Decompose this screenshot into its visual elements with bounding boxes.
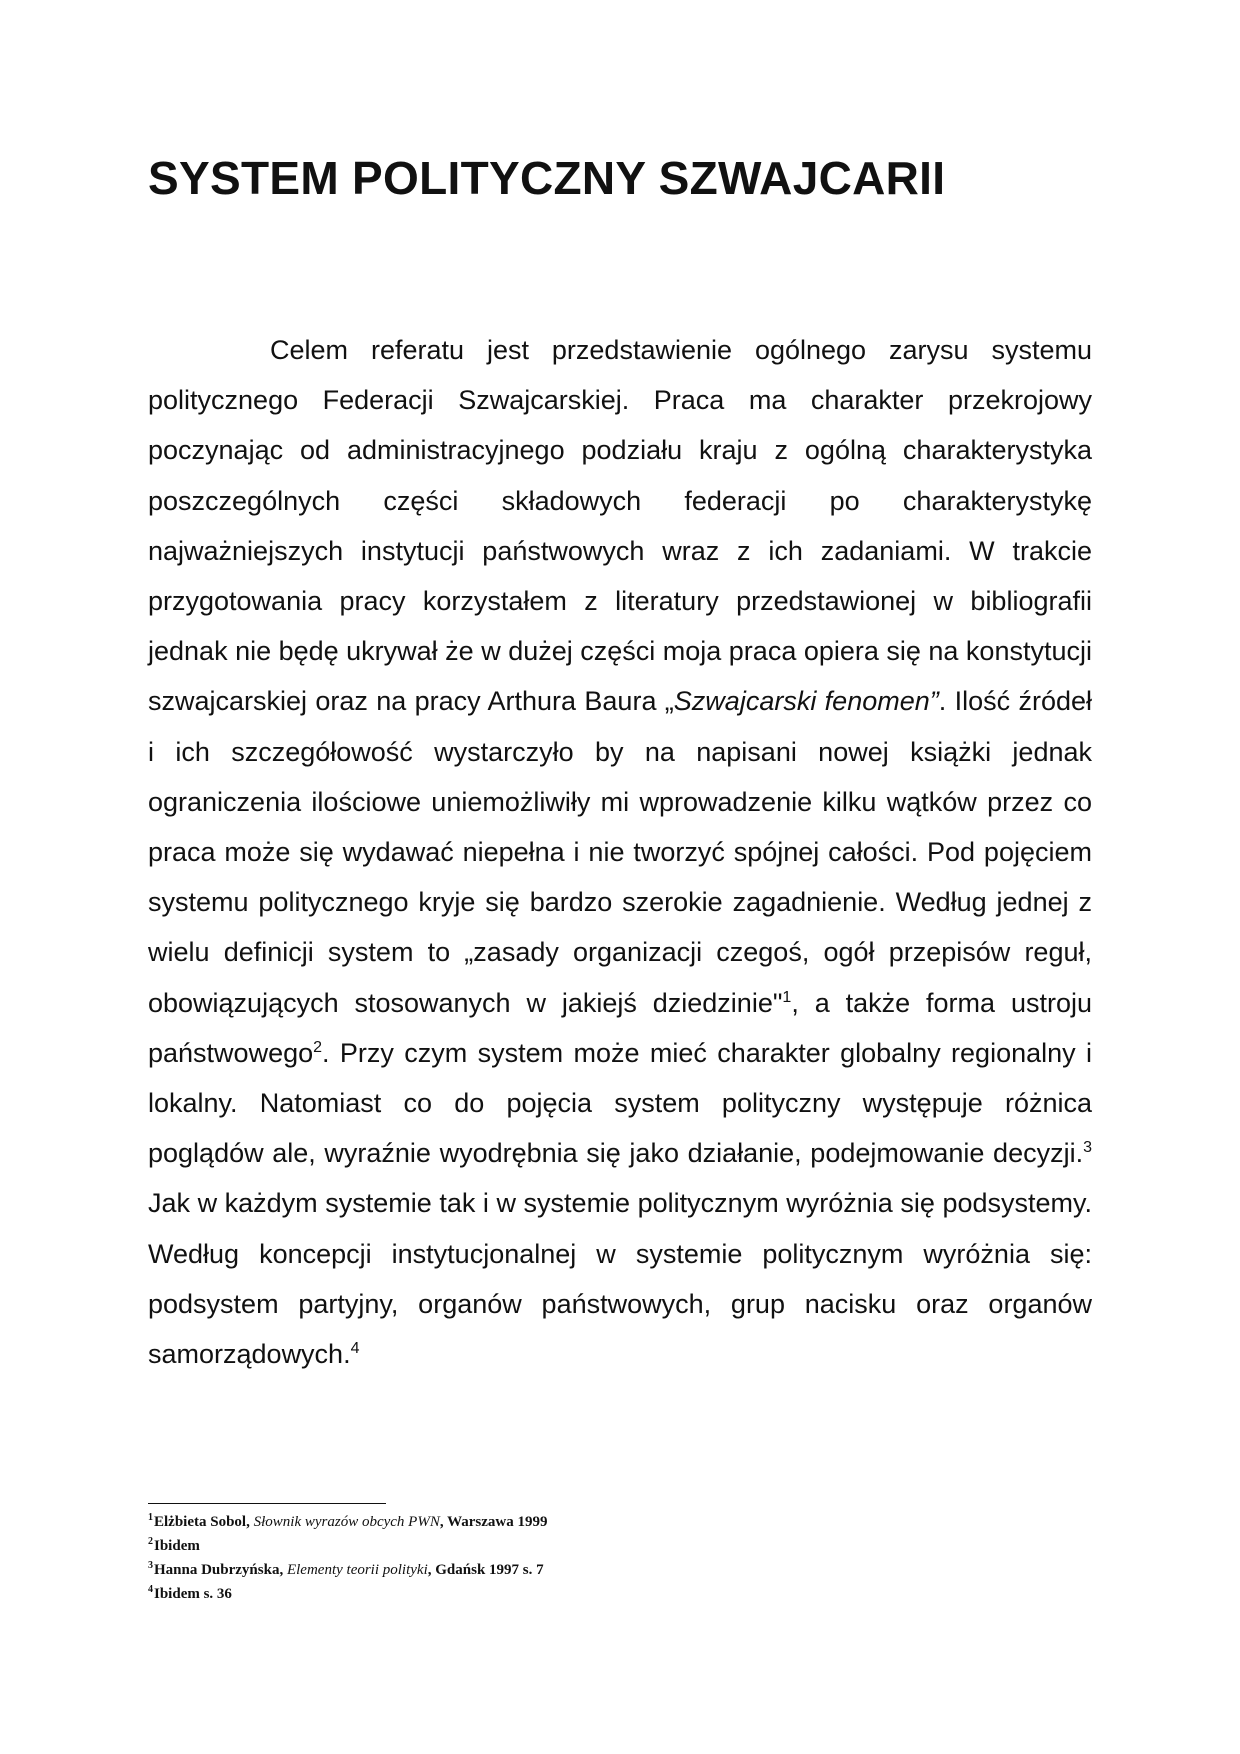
footnote-text: Hanna Dubrzyńska, [154, 1562, 287, 1578]
footnote-number: 2 [148, 1536, 153, 1547]
footnote-ref-4[interactable]: 4 [350, 1340, 360, 1358]
footnote-4 [148, 1582, 848, 1606]
footnote-separator [148, 1503, 386, 1504]
paragraph-text-4: . Przy czym system może mieć charakter globalny regionalny i lokalny. Natomiast co do pojęcia system polityczny występuje różnica poglądów ale, wyraźnie wyodrębnia się jako działanie, podejmowanie decyzji. [148, 1037, 1092, 1169]
footnote-3 [148, 1558, 848, 1582]
footnote-text: Elżbieta Sobol, [154, 1514, 254, 1530]
footnote-number: 1 [148, 1512, 153, 1523]
footnote-cited-title: Słownik wyrazów obcych PWN [253, 1514, 440, 1530]
footnotes [148, 1510, 848, 1606]
paragraph-text-2: . Ilość źródeł i ich szczegółowość wystarczyło by na napisani nowej książki jednak ograniczenia ilościowe uniemożliwiły mi wprowadzenie kilku wątków przez co praca może się wydawać niepełna i nie tworzyć spójnej całości. Pod pojęciem systemu politycznego kryje się bardzo szerokie zagadnienie. Według jednej z wielu definicji system to „zasady organizacji czegoś, ogół przepisów reguł, obowiązujących stosowanych w jakiejś dziedzinie" [148, 686, 1093, 1018]
footnote-number: 3 [148, 1560, 153, 1571]
footnote-text: Ibidem s. 36 [154, 1586, 232, 1602]
paragraph-text-3: , a także forma ustroju państwowego [148, 987, 1092, 1068]
footnote-cited-title: Elementy teorii polityki [286, 1562, 428, 1578]
footnote-ref-3[interactable]: 3 [1083, 1139, 1092, 1157]
footnote-number: 4 [148, 1584, 153, 1595]
footnote-1 [148, 1510, 848, 1534]
footnote-text: , Gdańsk 1997 s. 7 [427, 1562, 544, 1578]
cited-work-title: Szwajcarski fenomen” [673, 686, 939, 717]
footnote-text: Ibidem [154, 1538, 200, 1554]
body-paragraph [148, 325, 1092, 1379]
footnote-text: , Warszawa 1999 [439, 1514, 548, 1530]
paragraph-text-5: Jak w każdym systemie tak i w systemie politycznym wyróżnia się podsystemy. Według koncepcji instytucjonalnej w systemie politycznym wyróżnia się: podsystem partyjny, organów państwowych, grup nacisku oraz organów samorządowych. [148, 1188, 1092, 1370]
footnote-2 [148, 1534, 848, 1558]
document-title: SYSTEM POLITYCZNY SZWAJCARII [148, 152, 946, 204]
paragraph-text-1: Celem referatu jest przedstawienie ogólnego zarysu systemu politycznego Federacji Szwajcarskiej. Praca ma charakter przekrojowy poczynając od administracyjnego podziału kraju z ogólną charakterystyka poszczególnych części składowych federacji po charakterystykę najważniejszych instytucji państwowych wraz z ich zadaniami. W trakcie przygotowania pracy korzystałem z literatury przedstawionej w bibliografii jednak nie będę ukrywał że w dużej części moja praca opiera się na konstytucji szwajcarskiej oraz na pracy Arthura Baura „ [148, 335, 1092, 717]
footnote-ref-2[interactable]: 2 [313, 1038, 323, 1056]
footnote-ref-1[interactable]: 1 [782, 988, 792, 1006]
